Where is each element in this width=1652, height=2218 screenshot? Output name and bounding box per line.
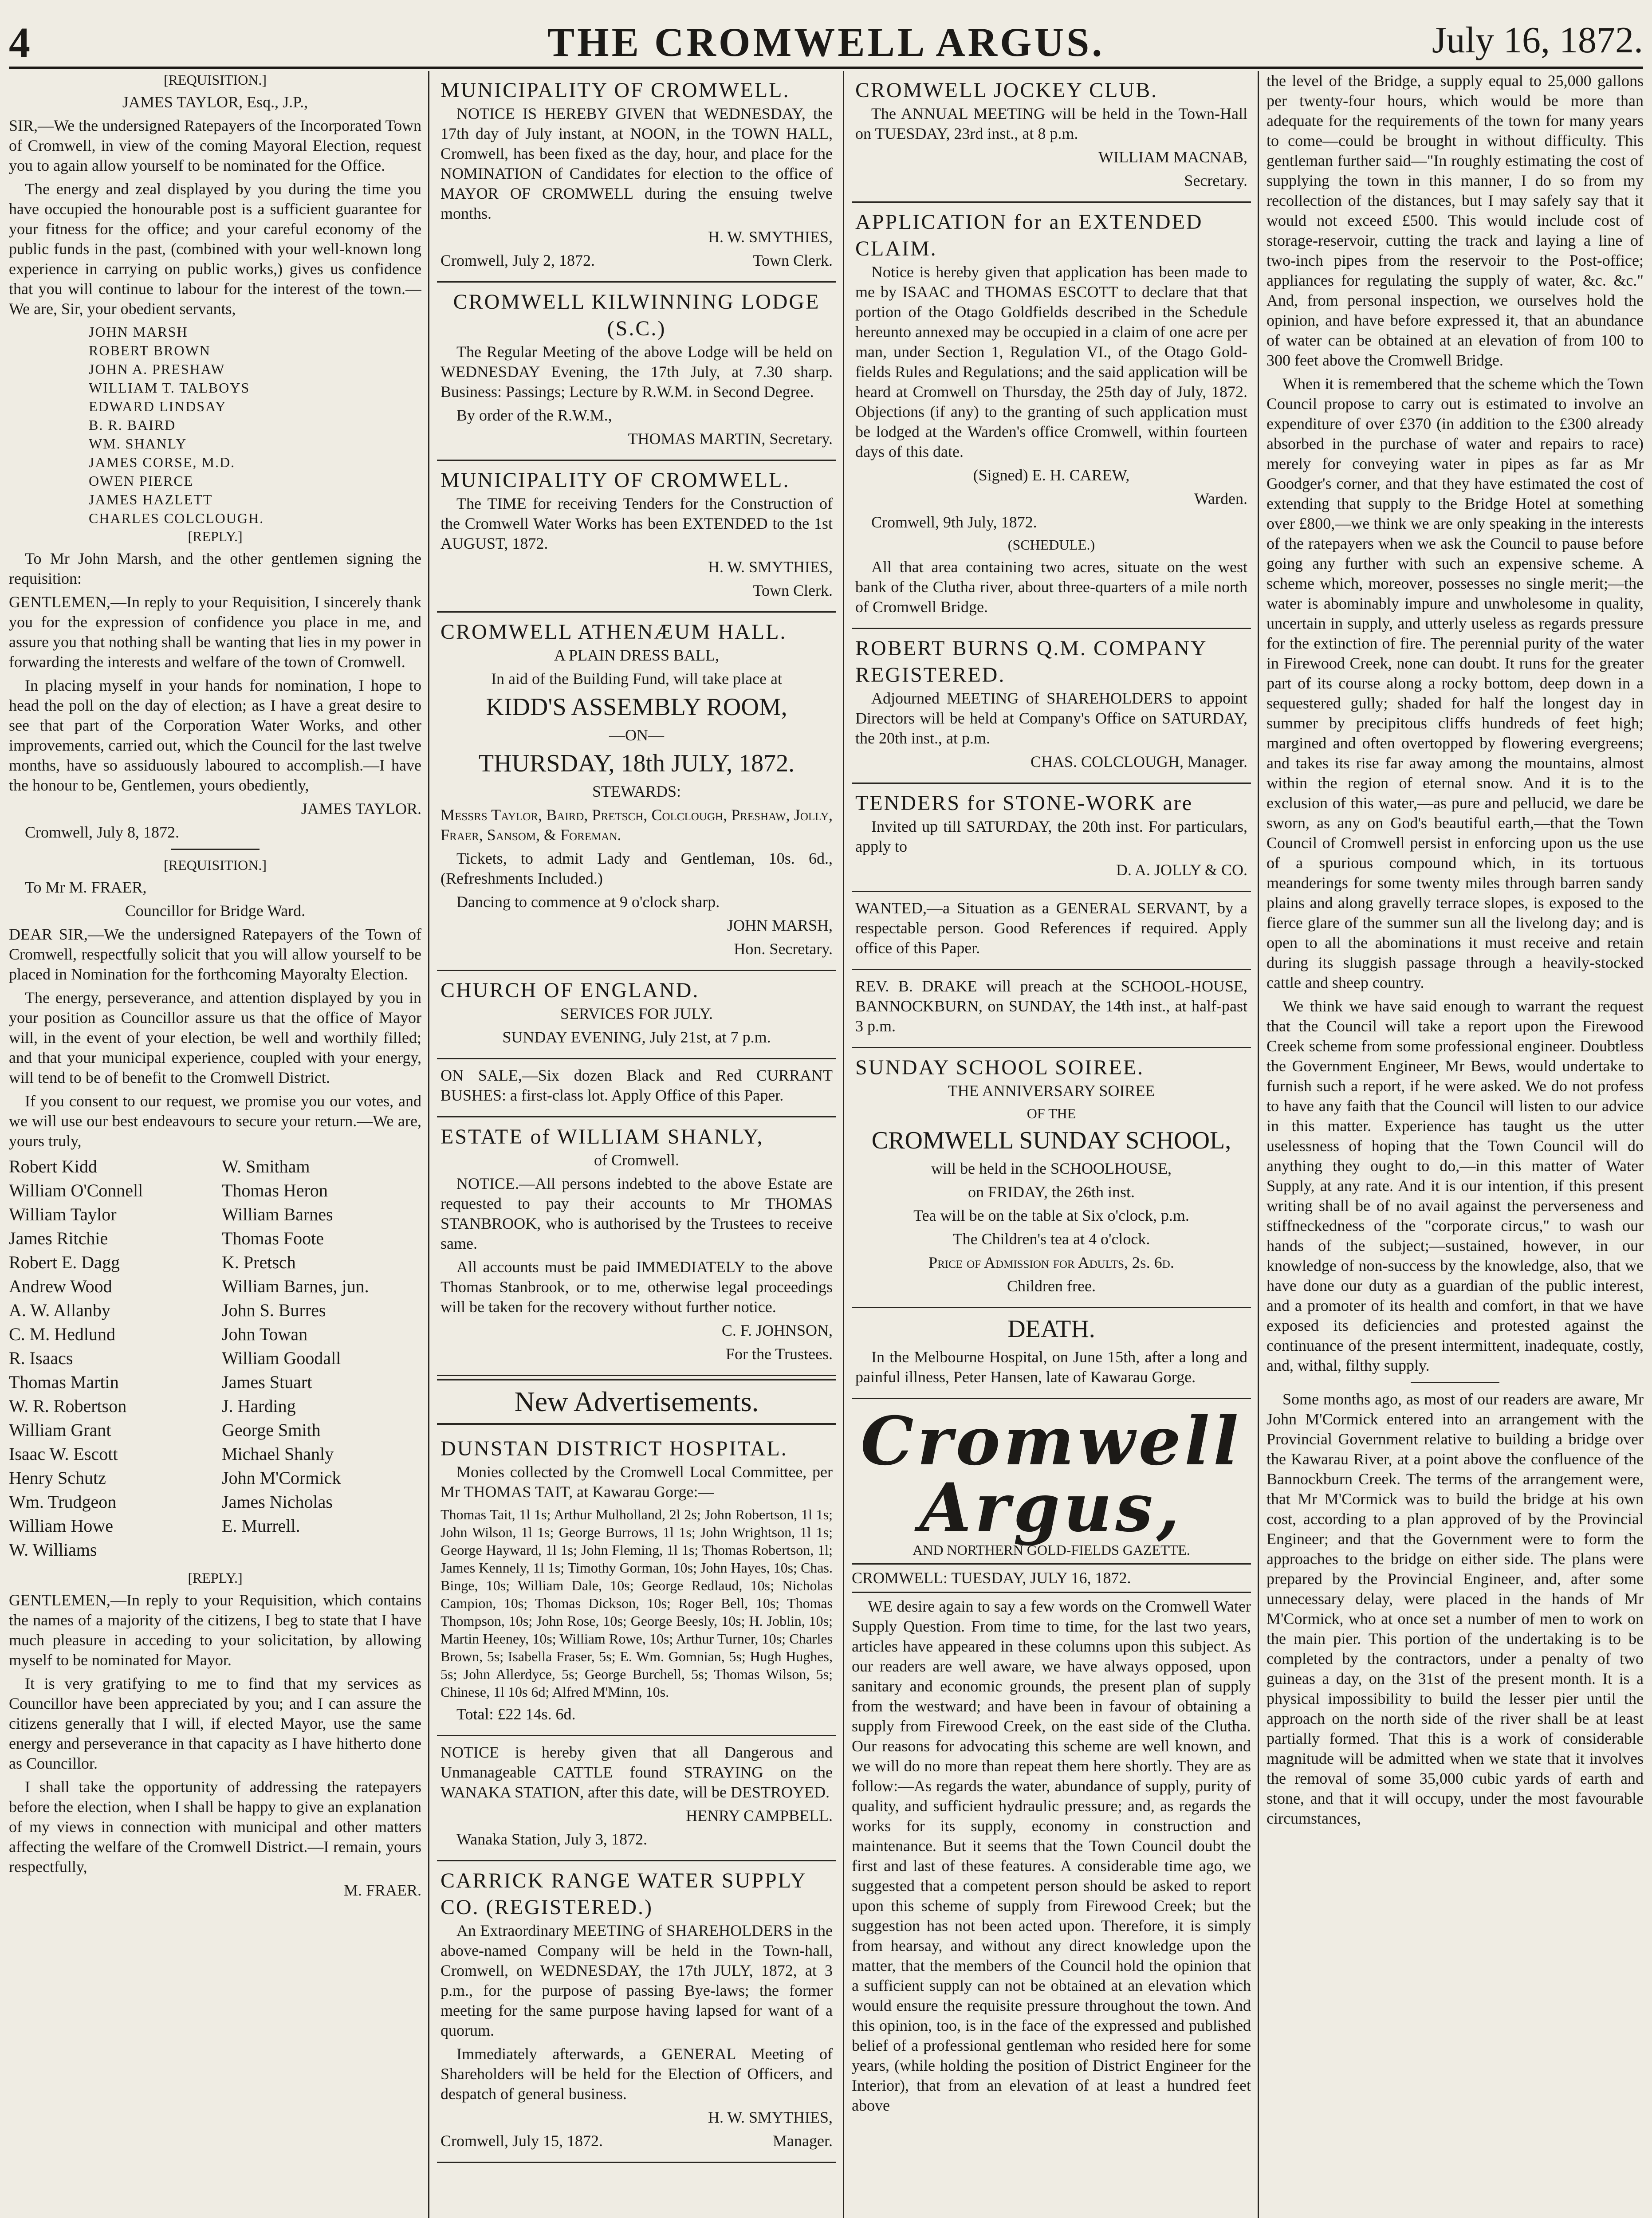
requisition-body: SIR,—We the undersigned Ratepayers of the Incorporated Town of Cromwell, in view of the coming Mayoral Election, request you to again allow yourself to be nominated for the Office.	[9, 117, 421, 174]
signer: A. W. Allanby	[9, 1300, 110, 1320]
ad-line: STEWARDS:	[592, 783, 681, 800]
ad-carrick-range	[437, 1861, 836, 2163]
ad-line: Tickets, to admit Lady and Gentleman, 10s. 6d., (Refreshments Included.)	[441, 849, 833, 887]
ad-line: SUNDAY EVENING, July 21st, at 7 p.m.	[502, 1028, 771, 1046]
ad-line: will be held in the SCHOOLHOUSE,	[931, 1160, 1172, 1177]
ad-event-date: THURSDAY, 18th JULY, 1872.	[478, 750, 795, 777]
page-number: 4	[9, 19, 30, 66]
death-heading: DEATH.	[1007, 1315, 1095, 1343]
ad-venue: KIDD'S ASSEMBLY ROOM,	[486, 693, 787, 721]
signer: James Nicholas	[222, 1492, 333, 1512]
signer: John Towan	[222, 1324, 308, 1344]
requisition-addressee: JAMES TAYLOR, Esq., J.P.,	[122, 93, 308, 111]
signer: John S. Burres	[222, 1300, 326, 1320]
signer: James Stuart	[222, 1372, 312, 1392]
signer: WM. SHANLY	[89, 436, 187, 452]
ad-signature: (Signed) E. H. CAREW,	[973, 466, 1130, 484]
ad-body: Adjourned MEETING of SHAREHOLDERS to appoint Directors will be held at Company's Office on SATURDAY, the 20th inst., at p.m.	[855, 689, 1247, 747]
divider	[171, 849, 260, 850]
ad-athenaeum-ball	[437, 613, 836, 971]
ad-title: CARRICK RANGE WATER SUPPLY CO. (REGISTERED.)	[441, 1869, 806, 1919]
editorial-dateline: CROMWELL: TUESDAY, JULY 16, 1872.	[852, 1568, 1251, 1593]
signer: William O'Connell	[9, 1180, 143, 1200]
ad-body: Invited up till SATURDAY, the 20th inst. For particulars, apply to	[855, 818, 1247, 855]
ad-body: NOTICE.—All persons indebted to the above Estate are requested to pay their accounts to Mr THOMAS STANBROOK, who is authorised by the Trustees to receive same.	[441, 1175, 833, 1252]
ad-title: APPLICATION for an EXTENDED CLAIM.	[855, 210, 1203, 260]
signer: William Goodall	[222, 1348, 341, 1368]
signer: Robert E. Dagg	[9, 1252, 120, 1272]
requisition-body: If you consent to our request, we promise you our votes, and we will use our best endeavours to secure your return.—We are, yours truly,	[9, 1092, 421, 1150]
ad-title: ESTATE of WILLIAM SHANLY,	[441, 1125, 764, 1148]
ad-title: CROMWELL KILWINNING LODGE (S.C.)	[453, 290, 820, 340]
signer: R. Isaacs	[9, 1348, 73, 1368]
masthead	[9, 13, 1643, 69]
ad-signature: H. W. SMYTHIES,	[708, 558, 833, 576]
ad-role: Town Clerk.	[753, 582, 833, 599]
editorial-body: When it is remembered that the scheme which the Town Council propose to carry out is estimated to involve an expenditure of over £370 (in addition to the £300 already absorbed in the purchase of water and repairs to race) merely for conveying water in pipes as far as Mr Goodger's corner, and that they have estimated the cost of extending that supply to the Bridge Hotel at something over £800,—we think we are only speaking in the interests of the ratepayers when we ask the Council to pause before going any further with such an expensive scheme. A scheme which, moreover, possesses no single merit;—the water is abominably impure and unwholesome in quality, uncertain in supply, and utterly useless as regards pressure for the extinction of fire. The perennial purity of the water in Firewood Creek, none can doubt. It runs for the greater part of its course along a rocky bottom, deep down in a sequestered gully; shaded for half the longest day in summer by precipitous cliffs hundreds of feet high; margined and often overtopped by flowering evergreens; and takes its rise far away among the mountains, almost within the region of eternal snow. And it is to the exclusion of this water,—as pure and pellucid, we dare be sworn, as any on God's beautiful earth,—that the Town Council of Cromwell persist in enforcing upon us the use of a spurious compound which, in its tortuous meanderings for some twenty miles through barren sandy plains and along gravelly terrace slopes, is exposed to the fierce glare of the summer sun all the livelong day; and is open to all the abominations it must receive and retain during its sluggish passage through a heavily-stocked cattle and sheep country.	[1267, 375, 1644, 991]
reply-heading: [REPLY.]	[188, 1570, 243, 1586]
signer: J. Harding	[222, 1396, 296, 1416]
signer: Wm. Trudgeon	[9, 1492, 117, 1512]
ad-body: NOTICE IS HEREBY GIVEN that WEDNESDAY, the 17th day of July instant, at NOON, in the TOWN HALL, Cromwell, has been fixed as the day, hour, and place for the NOMINATION of Candidates for election to the office of MAYOR OF CROMWELL during the ensuing twelve months.	[441, 105, 833, 222]
requisition-addressee: To Mr M. FRAER,	[25, 878, 147, 896]
signer: WILLIAM T. TALBOYS	[89, 380, 250, 396]
signers-grid	[9, 1155, 421, 1562]
ad-title: CHURCH OF ENGLAND.	[441, 979, 700, 1002]
ad-municipality-nomination	[437, 71, 836, 283]
ad-title: CROMWELL JOCKEY CLUB.	[855, 79, 1158, 102]
ad-date-text: Cromwell, July 15, 1872.	[441, 2132, 603, 2150]
signer: Robert Kidd	[9, 1156, 97, 1176]
ad-body: Notice is hereby given that application has been made to me by ISAAC and THOMAS ESCOTT to declare that that portion of the Otago Goldfields described in the Schedule hereunto annexed may be occupied in a claim of one acre per man, under Section 1, Regulation VI., of the Otago Gold-fields Rules and Regulations; and the said application will be heard at Cromwell on Thursday, the 25th day of July, 1872. Objections (if any) to the granting of such application must be lodged at the Warden's office Cromwell, within fourteen days of this date.	[855, 263, 1247, 460]
schedule-body: All that area containing two acres, situate on the west bank of the Clutha river, about three-quarters of a mile north of Cromwell Bridge.	[855, 558, 1247, 616]
ad-body: Monies collected by the Cromwell Local Committee, per Mr THOMAS TAIT, at Kawarau Gorge:—	[441, 1463, 833, 1501]
ad-date: Wanaka Station, July 3, 1872.	[456, 1830, 648, 1848]
signer: Isaac W. Escott	[9, 1444, 118, 1464]
ad-role: Town Clerk.	[753, 252, 833, 269]
ad-title: ROBERT BURNS Q.M. COMPANY REGISTERED.	[855, 637, 1207, 687]
signer: W. R. Robertson	[9, 1396, 127, 1416]
death-notice	[852, 1308, 1251, 1399]
ad-signature: JOHN MARSH,	[727, 916, 833, 934]
donor-list: Thomas Tait, 1l 1s; Arthur Mulholland, 2l 2s; John Robertson, 1l 1s; John Wilson, 1l 1s; George Burrows, 1l 1s; John Wrightson, 1l 1s; George Hayward, 1l 1s; John Fleming, 1l 1s; Thomas Robertson, 1l; James Kennely, 1l 1s; Timothy Gorman, 10s; John Hayes, 10s; Chas. Binge, 10s; William Dale, 10s; George Redlaud, 10s; Nicholas Campion, 10s; Thomas Dickson, 10s; Roger Bell, 10s; Thomas Thompson, 10s; John Rose, 10s; George Beesly, 10s; H. Joblin, 10s; Martin Heeney, 10s; William Rowe, 10s; Arthur Turner, 10s; Charles Brown, 5s; Isabella Fraser, 5s; E. Wm. Gomnian, 5s; Hugh Hughes, 5s; John Allerdyce, 5s; George Burchell, 5s; Thomas Wilson, 5s; Chinese, 1l 10s 6d; Alfred M'Minn, 10s.	[441, 1506, 833, 1700]
ad-role: Manager.	[773, 2132, 833, 2150]
signer: Michael Shanly	[222, 1444, 334, 1464]
ad-body: An Extraordinary MEETING of SHAREHOLDERS in the above-named Company will be held in the Town-hall, Cromwell, on WEDNESDAY, the 17th JULY, 1872, at 3 p.m., for the purpose of passing Bye-laws; the former meeting for the same purpose having lapsed for want of a quorum.	[441, 1922, 833, 2039]
signer: Andrew Wood	[9, 1276, 112, 1296]
ad-title: MUNICIPALITY OF CROMWELL.	[441, 79, 790, 102]
column-2	[437, 71, 836, 2218]
ad-line: OF THE	[1027, 1105, 1076, 1121]
ad-line: A PLAIN DRESS BALL,	[554, 646, 720, 664]
signer: Henry Schutz	[9, 1468, 106, 1488]
ad-robert-burns-company	[852, 629, 1251, 784]
column-rule	[843, 71, 844, 2218]
reply-body: GENTLEMEN,—In reply to your Requisition, I sincerely thank you for the expression of confidence you place in me, and assure you that nothing shall be wanting that lies in my power in forwarding the interests and welfare of the town of Cromwell.	[9, 593, 421, 671]
ad-wanaka-cattle	[437, 1736, 836, 1861]
ad-kilwinning-lodge	[437, 283, 836, 461]
signer: E. Murrell.	[222, 1516, 300, 1536]
ad-line: SERVICES FOR JULY.	[560, 1005, 713, 1022]
paper-nameplate: Cromwell Argus,	[861, 1402, 1242, 1547]
ad-body: The ANNUAL MEETING will be held in the Town-Hall on TUESDAY, 23rd inst., at 8 p.m.	[855, 105, 1247, 142]
signer: George Smith	[222, 1420, 321, 1440]
ad-title: CROMWELL ATHENÆUM HALL.	[441, 620, 787, 644]
signer: JAMES HAZLETT	[89, 492, 213, 507]
column-rule	[428, 71, 429, 2218]
signer: B. R. BAIRD	[89, 417, 176, 433]
ad-role: Secretary.	[1184, 172, 1247, 189]
ad-dunstan-hospital	[437, 1429, 836, 1736]
ad-title: SUNDAY SCHOOL SOIREE.	[855, 1056, 1145, 1079]
requisition-addressee-title: Councillor for Bridge Ward.	[125, 902, 306, 920]
ad-body: NOTICE is hereby given that all Dangerous and Unmanageable CATTLE found STRAYING on the WANAKA STATION, after this date, will be DESTROYED.	[441, 1743, 833, 1801]
signer: Thomas Heron	[222, 1180, 328, 1200]
reply-signature: M. FRAER.	[343, 1881, 421, 1899]
new-advertisements-banner: New Advertisements.	[437, 1379, 836, 1425]
signer: C. M. Hedlund	[9, 1324, 115, 1344]
signer: Thomas Foote	[222, 1228, 324, 1248]
ad-title: DUNSTAN DISTRICT HOSPITAL.	[441, 1437, 788, 1460]
ad-signature: D. A. JOLLY & CO.	[1116, 861, 1247, 879]
reply-signature: JAMES TAYLOR.	[301, 800, 421, 818]
ad-currant-bushes	[437, 1059, 836, 1117]
ad-subtitle: of Cromwell.	[594, 1151, 679, 1169]
editorial-body: We think we have said enough to warrant the request that the Council will take a report upon the Firewood Creek scheme from some professional engineer. Doubtless the Government Engineer, Mr Bews, would undertake to furnish such a report, if he were asked. We do not profess to have any faith that the Council will listen to our advice in this matter. Experience has taught us the utter uselessness of hoping that the Town Council will do anything they ought to do,—in this matter of Water Supply, at any rate. And it is our intention, if this present writing shall be of no avail against the perverseness and stiffneckedness of the "corporate circus," to wash our hands of the subject;—sustained, however, in our knowledge of non-success by the knowledge, also, that we have done our duty as a guardian of the public interest, and a promoter of its health and comfort, in that we have exposed its deficiencies and protested against the continuance of the present intermittent, inadequate, costly, and, withal, filthy supply.	[1267, 997, 1644, 1374]
ad-line: In aid of the Building Fund, will take place at	[491, 670, 782, 688]
ad-estate-shanly	[437, 1117, 836, 1376]
reply-body: GENTLEMEN,—In reply to your Requisition, which contains the names of a majority of the citizens, I beg to state that I have much pleasure in acceding to your solicitation, by allowing myself to be nominated for Mayor.	[9, 1591, 421, 1669]
ad-body: The Regular Meeting of the above Lodge will be held on WEDNESDAY Evening, the 17th July, at 7.30 sharp. Business: Passings; Lecture by R.W.M. in Second Degree.	[441, 343, 833, 401]
ad-jockey-club	[852, 71, 1251, 203]
signer: John M'Cormick	[222, 1468, 341, 1488]
ad-date	[441, 2131, 833, 2151]
ad-stewards: Messrs Taylor, Baird, Pretsch, Colclough, Preshaw, Jolly, Fraer, Sansom, & Foreman.	[441, 806, 833, 844]
ad-body: The TIME for receiving Tenders for the Construction of the Cromwell Water Works has been EXTENDED to the 1st AUGUST, 1872.	[441, 495, 833, 552]
signer: W. Williams	[9, 1540, 97, 1560]
ad-signature: CHAS. COLCLOUGH, Manager.	[1031, 753, 1247, 771]
editorial-body: the level of the Bridge, a supply equal to 25,000 gallons per twenty-four hours, which would be more than adequate for the requirements of the town for many years to come—could be brought in without difficulty. This gentleman further said—"In roughly estimating the cost of supplying the town in this manner, I do so from my recollection of the distances, but I may safely say that it would not exceed £500. This would include cost of storage-reservoir, cutting the track and laying a line of two-inch pipes from the reservoir to the Post-office; appliances for regulating the supply of water, &c. &c." And, from personal inspection, we ourselves hold the opinion, and have before expressed it, that an abundance of water can be obtained at an elevation of from 100 to 300 feet above the Cromwell Bridge.	[1267, 72, 1644, 369]
reply-body: In placing myself in your hands for nomination, I hope to head the poll on the day of election; as I have a great desire to see that part of the Corporation Water Works, and other improvements, carried out, which the Council for the last twelve months, have so assiduously laboured to accomplish.—I have the honour to be, Gentlemen, yours obediently,	[9, 676, 421, 794]
signer: CHARLES COLCLOUGH.	[89, 510, 264, 526]
signer: ROBERT BROWN	[89, 342, 211, 358]
requisition-heading: [REQUISITION.]	[164, 857, 267, 873]
signer: William Barnes	[222, 1204, 333, 1224]
ad-line: Children free.	[1007, 1277, 1096, 1295]
ad-date: Cromwell, 9th July, 1872.	[871, 513, 1037, 531]
requisition-heading: [REQUISITION.]	[164, 72, 267, 88]
ad-title: TENDERS for STONE-WORK are	[855, 791, 1193, 815]
reply-addressee: To Mr John Marsh, and the other gentlemen signing the requisition:	[9, 550, 421, 587]
column-rule	[1258, 71, 1259, 2218]
requisition-body: The energy and zeal displayed by you during the time you have occupied the honourable post is a sufficient guarantee for your fitness for the office; and your careful economy of the public funds in the past, (combined with your well-known long experience in carrying on public works,) gives us confidence that you will continue to labour for the interest of the town.—We are, Sir, your obedient servants,	[9, 180, 421, 318]
ad-sunday-school-soiree	[852, 1048, 1251, 1308]
ad-signature: HENRY CAMPBELL.	[686, 1807, 833, 1825]
reply-heading: [REPLY.]	[188, 528, 243, 544]
signer: Thomas Martin	[9, 1372, 119, 1392]
ad-role: For the Trustees.	[725, 1345, 833, 1363]
editorial-body: WE desire again to say a few words on the Cromwell Water Supply Question. From time to time, for the last two years, articles have appeared in these columns upon this subject. As our readers are well aware, we have always opposed, upon sanitary and economic grounds, the present plan of supply from the westward; and have been in favour of obtaining a supply from Firewood Creek, on the east side of the Clutha. Our reasons for advocating this scheme are well known, and we will do no more than repeat them here shortly. They are as follow:—As regards the water, abundance of supply, purity of quality, and sufficient hydraulic pressure; and, as regards the works for its supply, economy in construction and maintenance. But it seems that the Town Council doubt the first and last of these features. A considerable time ago, we suggested that a competent person should be asked to report upon this scheme of supply from Firewood Creek; but the suggestion has not been acted upon. Therefore, it is simply from hearsay, and without any direct knowledge upon the matter, that the members of the Council hold the opinion that a sufficient supply can not be obtained at an elevation which would ensure the requisite pressure throughout the town. And this opinion, too, is in the face of the expressed and published belief of a professional gentleman who resided here for some years, (while holding the position of District Engineer for the Interior), that from an elevation of at least a hundred feet above	[852, 1597, 1251, 2114]
ad-line: Price of Admission for Adults, 2s. 6d.	[928, 1254, 1174, 1271]
signer: OWEN PIERCE	[89, 473, 194, 489]
ad-situation-wanted	[852, 892, 1251, 970]
ad-line: —ON—	[609, 726, 664, 744]
ad-body: Immediately afterwards, a GENERAL Meeting of Shareholders will be held for the Election of Officers, and despatch of general business.	[441, 2045, 833, 2103]
newspaper-title: THE CROMWELL ARGUS.	[547, 20, 1105, 65]
reply-date: Cromwell, July 8, 1872.	[25, 823, 179, 841]
column-3	[852, 71, 1251, 2218]
editorial-body: Some months ago, as most of our readers are aware, Mr John M'Cormick entered into an arrangement with the Provincial Government relative to building a bridge over the Kawarau River, at a point above the confluence of the Bannockburn Creek. The terms of the arrangement were, that Mr M'Cormick was to build the bridge at his own cost, according to a plan approved of by the Provincial Engineer; and that the Government were to form the approaches to the bridge on either side. The plans were prepared by the Provincial Engineer, and, after some unnecessary delay, were placed in the hands of Mr M'Cormick, who at once set a number of men to work on the main pier. This portion of the undertaking is to be completed by the contractors, under a penalty of two guineas a day, on the 31st of the present month. It is a physical impossibility to build the lesser pier until the approach on the north side of the river shall be at least partially formed. That this is a work of considerable magnitude will be admitted when we state that it involves the removal of some 35,000 cubic yards of earth and stone, and that it will occupy, under the most favourable circumstances,	[1267, 1390, 1644, 1827]
ad-line: The Children's tea at 4 o'clock.	[952, 1230, 1150, 1248]
reply-body: I shall take the opportunity of addressing the ratepayers before the election, when I shall be happy to give an explanation of my views in connection with municipal and other matters affecting the welfare of the Cromwell District.—I remain, yours respectfully,	[9, 1778, 421, 1876]
column-1	[9, 71, 421, 2218]
ad-signature: THOMAS MARTIN, Secretary.	[628, 430, 833, 448]
ad-role: Hon. Secretary.	[734, 940, 833, 958]
ad-line: on FRIDAY, the 26th inst.	[968, 1183, 1135, 1201]
schedule-heading: (SCHEDULE.)	[1007, 537, 1095, 553]
ad-body: ON SALE,—Six dozen Black and Red CURRANT BUSHES: a first-class lot. Apply Office of this Paper.	[441, 1066, 833, 1104]
ad-signature: C. F. JOHNSON,	[721, 1321, 833, 1339]
ad-church-of-england	[437, 971, 836, 1059]
requisition-body: DEAR SIR,—We the undersigned Ratepayers of the Town of Cromwell, respectfully solicit that you will allow yourself to be placed in Nomination for the forthcoming Mayoralty Election.	[9, 925, 421, 983]
ad-signature: H. W. SMYTHIES,	[708, 2108, 833, 2126]
ad-municipality-tenders	[437, 461, 836, 613]
ad-line: CROMWELL SUNDAY SCHOOL,	[871, 1127, 1231, 1154]
ad-extended-claim	[852, 203, 1251, 629]
ad-title: MUNICIPALITY OF CROMWELL.	[441, 468, 790, 492]
reply-body: It is very gratifying to me to find that my services as Councillor have been appreciated by you; and I can assure the citizens generally that I will, if elected Mayor, use the same energy and perseverance in that capacity as I have hitherto done as Councillor.	[9, 1675, 421, 1772]
signer: William Taylor	[9, 1204, 117, 1224]
signer: JOHN A. PRESHAW	[89, 361, 225, 377]
ad-order: By order of the R.W.M.,	[456, 406, 612, 424]
death-body: In the Melbourne Hospital, on June 15th, after a long and painful illness, Peter Hansen, late of Kawarau Gorge.	[855, 1348, 1247, 1386]
ad-date-text: Cromwell, July 2, 1872.	[441, 252, 595, 269]
signer: JAMES CORSE, M.D.	[89, 454, 236, 470]
signer: EDWARD LINDSAY	[89, 398, 227, 414]
ad-signature: H. W. SMYTHIES,	[708, 228, 833, 246]
column-4	[1267, 71, 1644, 2218]
ad-signature: WILLIAM MACNAB,	[1098, 148, 1247, 166]
issue-date: July 16, 1872.	[1432, 20, 1643, 61]
ad-date	[441, 251, 833, 271]
signer: William Barnes, jun.	[222, 1276, 369, 1296]
signer: William Howe	[9, 1516, 113, 1536]
requisition-body: The energy, perseverance, and attention displayed by you in your position as Councillor assure us that the office of Mayor will, in the event of your election, be well and worthily filled; and that your municipal experience, coupled with your energy, will tend to be of benefit to the Cromwell District.	[9, 989, 421, 1086]
signers-list	[9, 322, 421, 527]
signer: W. Smitham	[222, 1156, 310, 1176]
ad-rev-drake	[852, 970, 1251, 1048]
ad-stone-work-tenders	[852, 784, 1251, 892]
signer: JOHN MARSH	[89, 324, 188, 340]
signer: James Ritchie	[9, 1228, 108, 1248]
signer: William Grant	[9, 1420, 111, 1440]
ad-body: REV. B. DRAKE will preach at the SCHOOL-HOUSE, BANNOCKBURN, on SUNDAY, the 14th inst., at half-past 3 p.m.	[855, 977, 1247, 1035]
ad-line: THE ANNIVERSARY SOIREE	[948, 1082, 1155, 1100]
ad-body: All accounts must be paid IMMEDIATELY to the above Thomas Stanbrook, or to me, otherwise legal proceedings will be taken for the recovery without further notice.	[441, 1258, 833, 1316]
paper-subtitle: AND NORTHERN GOLD-FIELDS GAZETTE.	[852, 1541, 1251, 1565]
divider	[1411, 1382, 1499, 1383]
ad-body: WANTED,—a Situation as a GENERAL SERVANT, by a respectable person. Good References if required. Apply office of this Paper.	[855, 899, 1247, 957]
ad-role: Warden.	[1194, 490, 1247, 507]
ad-line: Tea will be on the table at Six o'clock, p.m.	[913, 1207, 1189, 1224]
signer: K. Pretsch	[222, 1252, 296, 1272]
donation-total: Total: £22 14s. 6d.	[456, 1705, 576, 1723]
ad-line: Dancing to commence at 9 o'clock sharp.	[456, 893, 720, 911]
